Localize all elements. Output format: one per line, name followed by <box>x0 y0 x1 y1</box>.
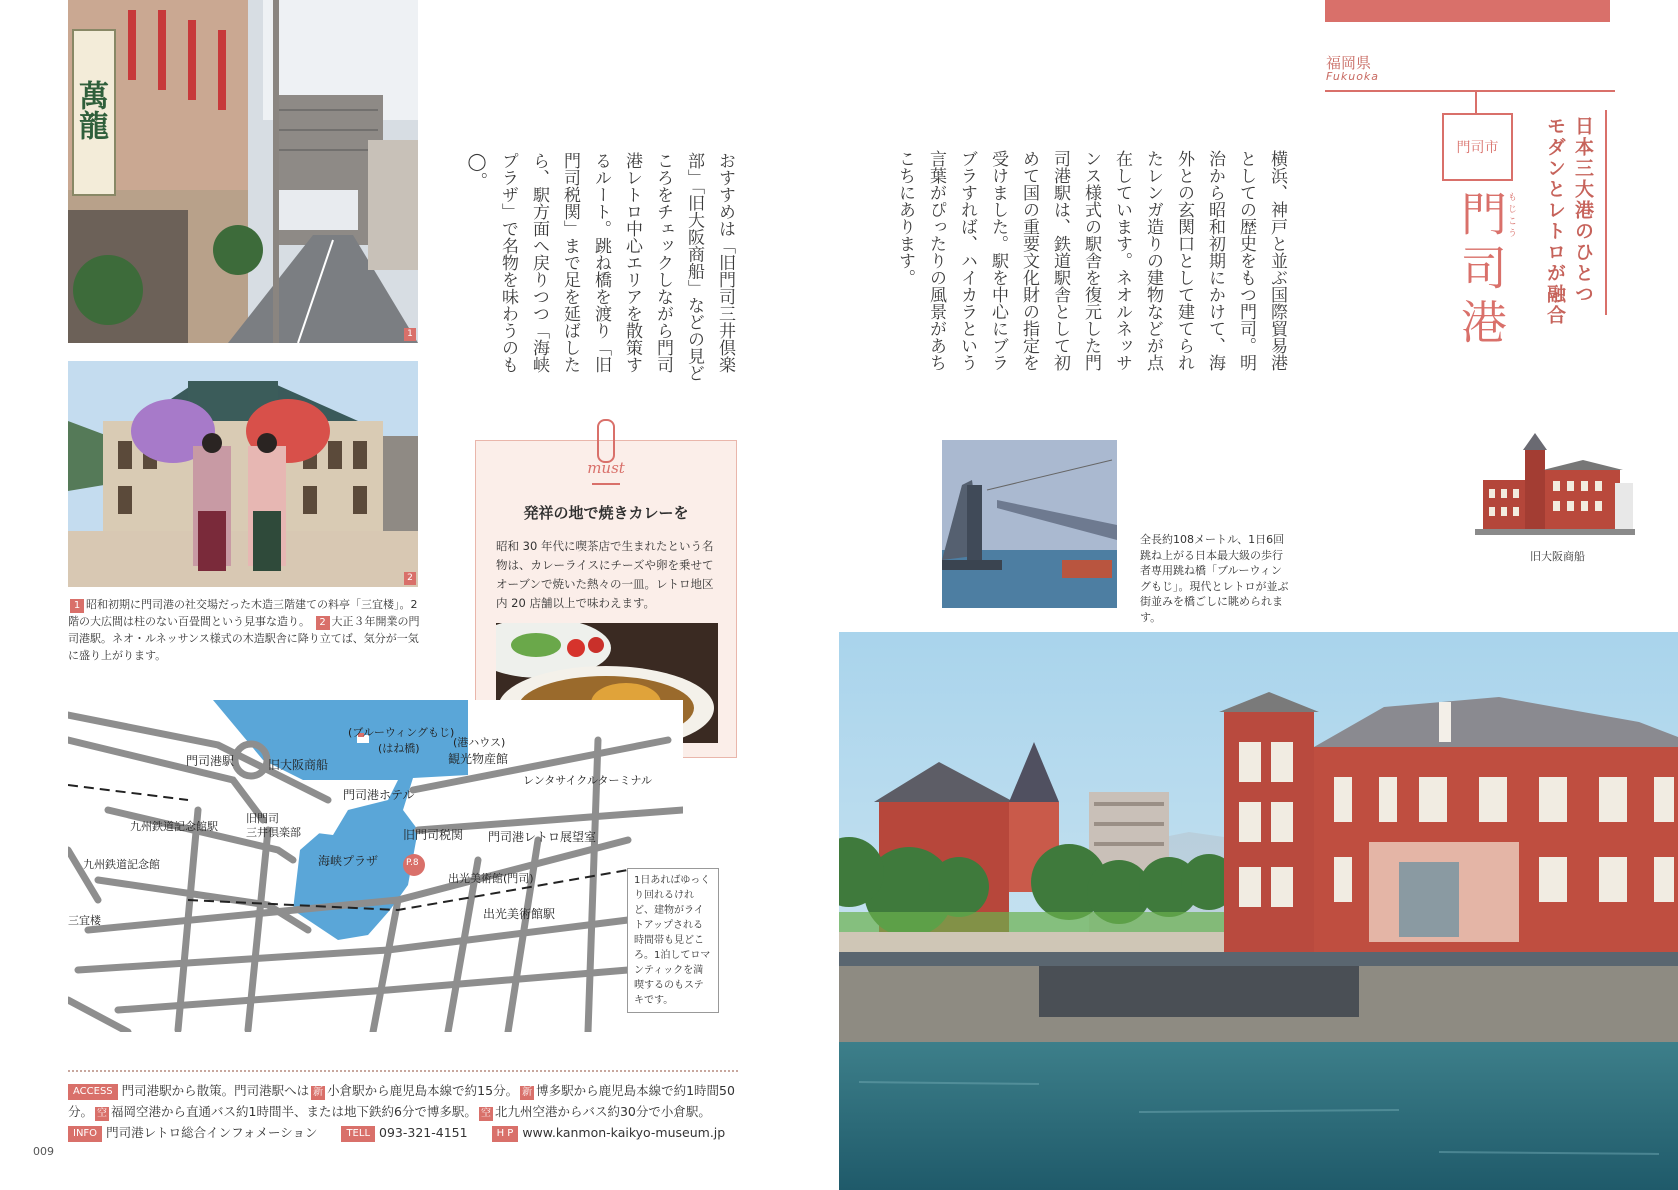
map-label-kaikyo-plaza: 海峡プラザ <box>318 854 379 868</box>
caption-part-1: 昭和初期に門司港の社交場だった木造三階建ての料亭「三宜楼」。2階の大広間は柱のない百畳間という見事な造り。 <box>68 598 418 628</box>
map-label-idemitsu-station: 出光美術館駅 <box>483 907 556 921</box>
sign-manryu <box>73 60 112 160</box>
map-label-minato-house: (港ハウス) <box>453 736 506 749</box>
caption-number-2: 2 <box>316 616 330 630</box>
map-label-mojiko-station: 門司港駅 <box>186 754 235 768</box>
map-note-text: 1日あればゆっくり回れるけれど、建物がライトアップされる時間帯も見どころ。1泊してロマンティックを満喫するのもステキです。 <box>634 875 711 1006</box>
area-map <box>68 700 683 1032</box>
catch-line-1: 日本三大港のひとつ <box>1572 116 1594 305</box>
map-label-zeikan: 旧門司税関 <box>403 828 464 842</box>
map-label-kyushu-kinen: 九州鉄道記念館 <box>83 858 160 871</box>
map-label-rental-cycle: レンタサイクルターミナル <box>523 774 652 787</box>
map-label-kanko: 観光物産館 <box>448 752 509 766</box>
page-number: 009 <box>33 1145 54 1158</box>
map-label-idemitsu: 出光美術館(門司) <box>448 872 534 885</box>
map-label-tenbou: 門司港レトロ展望室 <box>488 830 597 844</box>
city-badge <box>1442 113 1513 181</box>
access-text-1c: 博多駅から鹿児島本線で約1時間50 <box>536 1083 735 1098</box>
map-page-ref: P.8 <box>406 858 419 868</box>
header-accent-bar <box>1325 0 1610 22</box>
access-line-3 <box>68 1122 748 1143</box>
info-badge: INFO <box>68 1126 102 1142</box>
access-text-2b: 福岡空港から直通バス約1時間半、または地下鉄約6分で博多駅。 <box>111 1104 477 1119</box>
access-text-2c: 北九州空港からバス約30分で小倉駅。 <box>494 1104 711 1119</box>
must-text: 昭和 30 年代に喫茶店で生まれたという名物は、カレーライスにチーズや卵を乗せてオーブンで焼いた熱々の一皿。レトロ地区内 20 店舗以上で味わえます。 <box>496 539 714 610</box>
map-label-osaka-shosen: 旧大阪商船 <box>268 758 329 772</box>
mojiko-station-photo <box>68 361 418 587</box>
map-label-hotel: 門司港ホテル <box>343 788 415 802</box>
caption-number-1: 1 <box>70 599 84 613</box>
city-badge-text: 門司市 <box>1456 140 1499 156</box>
map-label-bluewing: (ブルーウィングもじ) <box>348 726 455 739</box>
shin-icon-2: 新 <box>522 1087 533 1098</box>
info-text: 門司港レトロ総合インフォメーション <box>106 1125 318 1140</box>
intro-text: 横浜、神戸と並ぶ国際貿易港としての歴史をもつ門司。明治から昭和初期にかけて、海外との玄関口として建てられたレンガ造りの建物などが点在しています。ネオルネッサンス様式の駅舎を復元した門司港駅は、鉄道駅舎として初めて国の重要文化財の指定を受けました。駅を中心にブラブラすれば、ハイカラという言葉がぴったりの風景があちこちにあります。 <box>895 150 1287 371</box>
access-line-1 <box>68 1080 748 1101</box>
access-text-2a: 分。 <box>68 1104 94 1119</box>
page-title: 門司港 <box>1454 190 1508 352</box>
airport-icon-1: 空 <box>97 1108 108 1119</box>
old-osaka-shosen-photo <box>839 632 1678 1190</box>
bridge-caption: 全長約108メートル、1日6回跳ね上がる日本最大級の歩行者専用跳ね橋「ブルーウィングもじ」。現代とレトロが並ぶ街並みを橋ごしに眺められます。 <box>1140 533 1289 624</box>
must-underline <box>592 483 620 485</box>
header-rule-stem <box>1475 92 1477 114</box>
catch-rule <box>1605 110 1607 315</box>
catch-line-2: モダンとレトロが融合 <box>1544 116 1566 326</box>
photos-caption <box>68 596 422 664</box>
access-text-1b: 小倉駅から鹿児島本線で約15分。 <box>327 1083 519 1098</box>
tel-text: 093-321-4151 <box>379 1125 468 1140</box>
must-label: must <box>587 459 625 477</box>
map-label-kyushu-museum-station: 九州鉄道記念館駅 <box>130 820 218 833</box>
osaka-shosen-illustration <box>1475 425 1635 535</box>
header-rule <box>1325 90 1615 92</box>
hp-link[interactable]: www.kanmon-kaikyo-museum.jp <box>522 1125 726 1140</box>
access-text-1: 門司港駅から散策。門司港駅へは <box>121 1083 310 1098</box>
map-label-hanebashi: (はね橋) <box>378 742 420 755</box>
sangiro-street-photo <box>68 0 418 343</box>
map-label-sangiro: 三宜楼 <box>68 914 101 927</box>
airport-icon-2: 空 <box>480 1108 491 1119</box>
prefecture-roman: Fukuoka <box>1326 70 1380 83</box>
prefecture-label: 福岡県 <box>1326 54 1372 72</box>
access-badge: ACCESS <box>68 1084 118 1100</box>
access-block <box>68 1080 748 1143</box>
hp-badge: H P <box>492 1126 519 1142</box>
osaka-shosen-caption: 旧大阪商船 <box>1530 550 1585 563</box>
tel-badge: TELL <box>341 1126 375 1142</box>
blue-wing-bridge-photo <box>942 440 1117 608</box>
photo-number-2: 2 <box>404 572 416 585</box>
must-title: 発祥の地で焼きカレーを <box>523 504 689 522</box>
title-ruby: もじこう <box>1506 192 1516 240</box>
photo-number-1: 1 <box>404 328 416 341</box>
access-divider <box>68 1070 738 1072</box>
map-label-mitsui: 旧門司 三井倶楽部 <box>246 812 301 839</box>
recommend-text: おすすめは「旧門司三井倶楽部」「旧大阪商船」などの見どころをチェックしながら門司港レトロ中心エリアを散策するルート。跳ね橋を渡り「旧門司税関」まで足を延ばしたら、駅方面へ戻りつつ「海峡プラザ」で名物を味わうのも◯。 <box>467 152 735 382</box>
shin-icon-1: 新 <box>313 1087 324 1098</box>
paperclip-icon <box>597 419 615 463</box>
caption-part-2: 大正３年開業の門司港駅。ネオ・ルネッサンス様式の木造駅舎に降り立てば、気分が一気に盛り上がります。 <box>68 615 420 662</box>
access-line-2 <box>68 1101 748 1122</box>
map-note-box <box>627 868 719 1013</box>
sign-manryu-text: 萬龍 <box>73 80 108 140</box>
